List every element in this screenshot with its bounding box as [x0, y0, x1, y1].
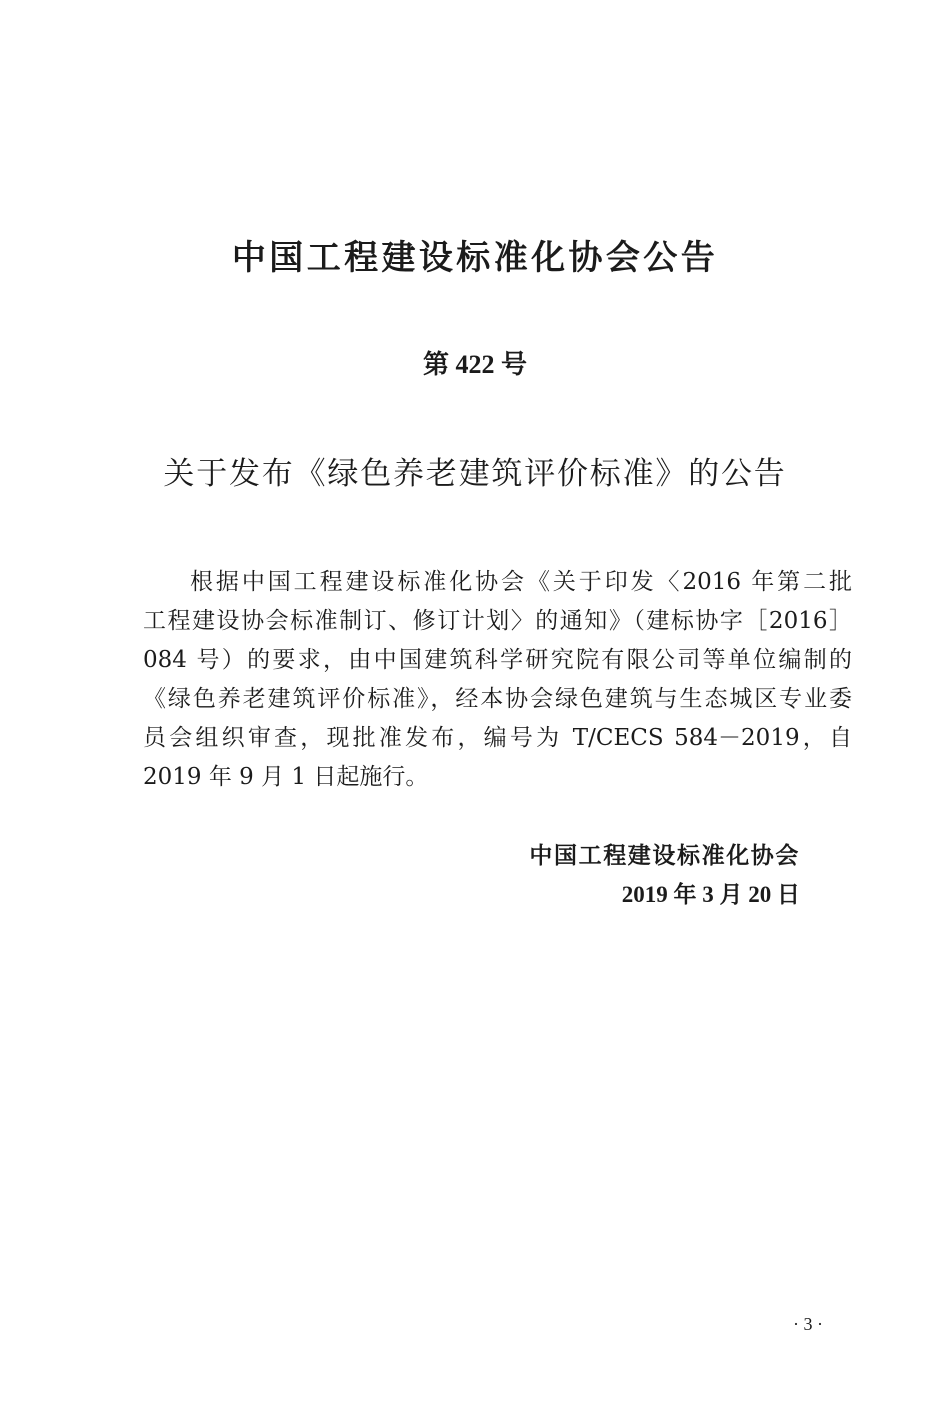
body-line: 《绿色养老建筑评价标准》，经本协会绿色建筑与生态城区专业委: [143, 686, 852, 712]
notice-title: 关于发布《绿色养老建筑评价标准》的公告: [163, 456, 787, 492]
signature-date: 2019 年 3 月 20 日: [621, 882, 800, 907]
body-line: 084 号）的要求，由中国建筑科学研究院有限公司等单位编制的: [143, 647, 852, 673]
page-number: · 3 ·: [793, 1314, 823, 1334]
body-line: 工程建设协会标准制订、修订计划〉的通知》（建标协字［2016］: [143, 608, 852, 634]
body-line: 根据中国工程建设标准化协会《关于印发〈2016 年第二批: [190, 569, 852, 595]
body-line: 员会组织审查，现批准发布，编号为 T/CECS 584－2019，自: [143, 725, 852, 751]
announcement-header-title: 中国工程建设标准化协会公告: [231, 238, 719, 278]
body-line: 2019 年 9 月 1 日起施行。: [143, 764, 429, 790]
announcement-number: 第 422 号: [422, 350, 527, 379]
notice-body: [143, 563, 852, 797]
signature-organization: 中国工程建设标准化协会: [529, 843, 800, 869]
